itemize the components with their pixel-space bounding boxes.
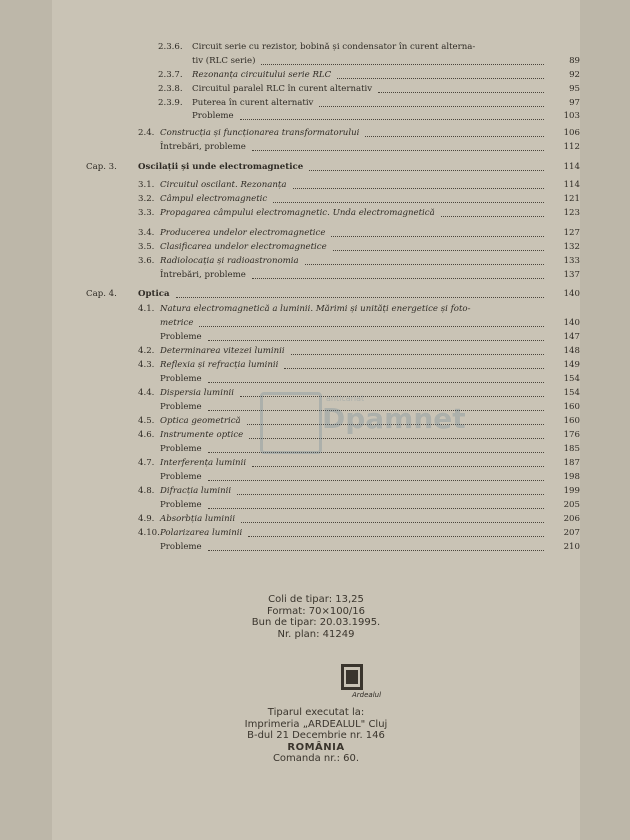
toc-entry-title: Întrebări, probleme [160,270,246,280]
toc-entry-number: 4.8. [138,486,155,496]
imprimeria: Imprimeria „ARDEALUL" Cluj [244,718,388,730]
toc-entry-continuation [52,54,580,68]
toc-entry [52,498,580,512]
toc-entry-title: Probleme [160,374,202,384]
toc-entry-number: 2.3.8. [158,84,183,94]
toc-entry [52,484,580,498]
toc-entry [52,344,580,358]
toc-entry [52,526,580,540]
toc-entry-page: 140 [563,318,580,328]
toc-entry-number: 3.5. [138,242,155,252]
toc-entry-title: Probleme [160,402,202,412]
dot-leader [252,149,544,151]
toc-entry-number: 2.3.7. [158,70,183,80]
toc-entry-title: Reflexia și refracția luminii [160,360,279,370]
dot-leader [305,263,544,265]
toc-entry-page: 112 [563,142,580,152]
dot-leader [319,105,544,107]
dot-leader [240,118,544,120]
toc-entry [52,140,580,154]
printer-details [52,707,580,765]
toc-entry-title: Oscilații și unde electromagnetice [138,162,304,172]
toc-entry [52,109,580,123]
toc-entry-page: 206 [563,514,580,524]
toc-entry-number: 2.3.9. [158,98,183,108]
toc-entry-number: 3.1. [138,180,155,190]
toc-entry [52,358,580,372]
toc-entry-title: Interferența luminii [160,458,247,468]
dot-leader [248,535,544,537]
toc-entry-title: Câmpul electromagnetic [160,194,268,204]
bun-de-tipar: Bun de tipar: 20.03.1995. [251,617,381,628]
toc-entry-page: 137 [563,270,580,280]
toc-entry-number: 4.3. [138,360,155,370]
toc-entry-number: 4.5. [138,416,155,426]
toc-entry-title: Natura electromagnetică a luminii. Mărimi și unități energetice și foto- [160,304,471,314]
ardealul-logo-icon [332,660,382,700]
toc-entry-page: 205 [563,500,580,510]
dot-leader [331,235,544,237]
toc-entry-number: 4.7. [138,458,155,468]
toc-entry [52,456,580,470]
coli-de-tipar: Coli de tipar: 13,25 [268,594,364,605]
dot-leader [208,479,544,481]
dot-leader [176,296,544,298]
toc-entry-title: Clasificarea undelor electromagnetice [160,242,327,252]
toc-entry-page: 207 [563,528,580,538]
toc-entry-page: 198 [563,472,580,482]
toc-entry-page: 199 [563,486,580,496]
toc-entry [52,540,580,554]
toc-entry-title: Dispersia luminii [160,388,234,398]
toc-entry-page: 154 [563,374,580,384]
toc-entry-page: 187 [563,458,580,468]
toc-entry-title: Circuitul paralel RLC în curent alternativ [192,84,373,94]
toc-entry-title: Probleme [160,542,202,552]
dot-leader [252,465,544,467]
dot-leader [241,521,544,523]
toc-entry-title: Circuit serie cu rezistor, bobină și condensator în curent alterna- [192,42,476,52]
toc-entry [52,68,580,82]
adresa: B-dul 21 Decembrie nr. 146 [247,730,385,741]
book-page [52,0,580,840]
toc-entry [52,254,580,268]
toc-entry-title: Probleme [160,444,202,454]
toc-entry-title: Absorbția luminii [160,514,236,524]
toc-entry [52,178,580,192]
dot-leader [237,493,544,495]
toc-entry-title: Puterea în curent alternativ [192,98,314,108]
toc-entry-title: Producerea undelor electromagnetice [160,228,326,238]
toc-entry-title: Rezonanța circuitului serie RLC [192,70,332,80]
dot-leader [337,77,544,79]
toc-entry-title: Determinarea vitezei luminii [160,346,285,356]
toc-entry-page: 103 [563,111,580,121]
toc-entry [52,268,580,282]
toc-entry-title: Polarizarea luminii [160,528,243,538]
dot-leader [291,353,544,355]
toc-entry [52,226,580,240]
toc-entry-page: 97 [569,98,580,108]
toc-entry-number: 3.4. [138,228,155,238]
toc-entry-page: 176 [563,430,580,440]
toc-entry [52,470,580,484]
toc-entry-number: Cap. 3. [86,162,117,172]
toc-entry-title: Întrebări, probleme [160,142,246,152]
toc-entry-page: 185 [563,444,580,454]
toc-entry [52,330,580,344]
toc-entry [52,192,580,206]
toc-entry-title: Probleme [192,111,234,121]
dot-leader [293,187,544,189]
toc-entry-number: Cap. 4. [86,289,117,299]
toc-entry-page: 210 [563,542,580,552]
toc-entry-number: 3.6. [138,256,155,266]
toc-entry [52,160,580,174]
toc-entry-title-continued: tiv (RLC serie) [192,56,256,66]
watermark-logo-icon [260,392,322,454]
dot-leader [309,169,544,171]
format: Format: 70×100/16 [266,605,366,617]
dot-leader [199,325,544,327]
print-details [52,594,580,640]
toc-entry-page: 133 [563,256,580,266]
toc-entry-title: Propagarea câmpului electromagnetic. Unda electromagnetică [160,208,435,218]
toc-entry [52,82,580,96]
toc-entry-page: 147 [563,332,580,342]
toc-entry-title: Optica [138,289,170,299]
toc-entry-title: Probleme [160,472,202,482]
toc-entry-title: Probleme [160,500,202,510]
toc-entry-number: 4.4. [138,388,155,398]
watermark [252,384,466,458]
toc-entry-page: 114 [563,180,580,190]
dot-leader [378,91,544,93]
toc-entry [52,240,580,254]
toc-entry [52,126,580,140]
toc-entry-continuation [52,316,580,330]
dot-leader [208,339,544,341]
dot-leader [208,381,544,383]
toc-entry [52,302,580,316]
dot-leader [273,201,544,203]
tara: ROMÂNIA [287,741,345,753]
toc-entry-number: 3.2. [138,194,155,204]
toc-entry-page: 106 [563,128,580,138]
toc-entry-page: 132 [563,242,580,252]
toc-entry-page: 121 [563,194,580,204]
toc-entry [52,512,580,526]
toc-entry-title: Radiolocația și radioastronomia [160,256,299,266]
toc-entry-number: 4.9. [138,514,155,524]
toc-entry [52,287,580,301]
dot-leader [261,63,544,65]
dot-leader [333,249,544,251]
toc-entry [52,40,580,54]
toc-entry-title: Circuitul oscilant. Rezonanța [160,180,287,190]
watermark-subtext: anticariat [326,394,365,403]
toc-entry-number: 3.3. [138,208,155,218]
toc-entry-page: 92 [569,70,580,80]
toc-entry-title: Probleme [160,332,202,342]
toc-entry-page: 160 [563,416,580,426]
toc-entry-title: Instrumente optice [160,430,244,440]
toc-entry-page: 123 [563,208,580,218]
toc-entry-page: 140 [563,289,580,299]
comanda: Comanda nr.: 60. [272,753,360,764]
tiparul-executat: Tiparul executat la: [267,707,365,718]
toc-entry-number: 4.1. [138,304,155,314]
toc-entry-number: 4.6. [138,430,155,440]
toc-entry-page: 89 [569,56,580,66]
toc-entry-number: 2.3.6. [158,42,183,52]
dot-leader [208,507,544,509]
dot-leader [284,367,544,369]
toc-entry [52,206,580,220]
nr-plan: Nr. plan: 41249 [277,628,355,640]
toc-entry-title-continued: metrice [160,318,194,328]
dot-leader [252,277,544,279]
toc-entry [52,96,580,110]
watermark-text: Dpamnet [322,402,466,435]
toc-entry-page: 149 [563,360,580,370]
toc-entry-number: 2.4. [138,128,155,138]
dot-leader [208,549,544,551]
logo-lettering: Ardealul [352,691,382,699]
toc-entry-title: Difracția luminii [160,486,232,496]
toc-entry-title: Construcția și funcționarea transformatorului [160,128,360,138]
toc-entry-page: 154 [563,388,580,398]
toc-entry-page: 95 [569,84,580,94]
toc-entry-page: 148 [563,346,580,356]
toc-entry-number: 4.10. [138,528,160,538]
dot-leader [365,135,544,137]
toc-entry-page: 114 [563,162,580,172]
toc-entry-title: Optica geometrică [160,416,241,426]
toc-entry-number: 4.2. [138,346,155,356]
toc-entry-page: 160 [563,402,580,412]
toc-entry-page: 127 [563,228,580,238]
dot-leader [441,215,544,217]
